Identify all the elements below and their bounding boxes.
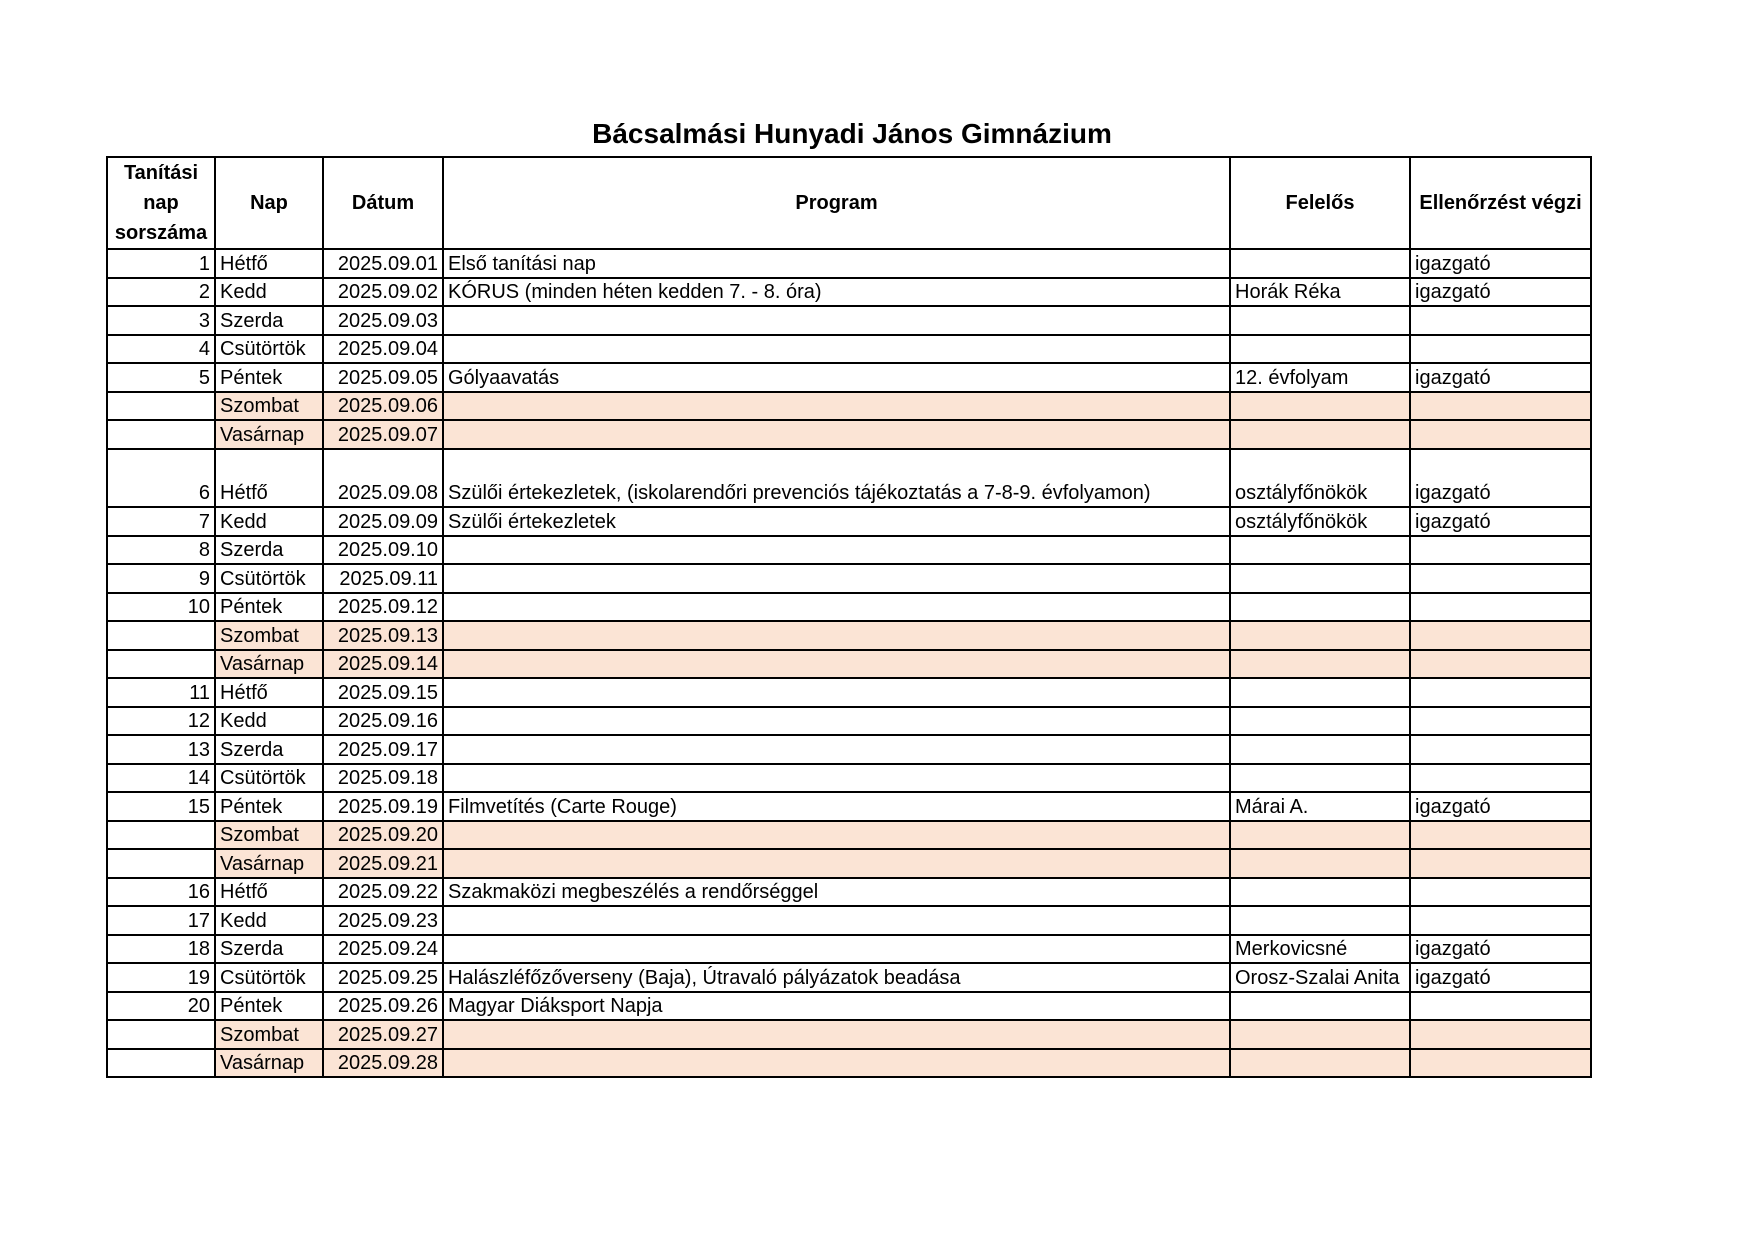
cell-num: 13	[107, 735, 215, 764]
cell-num: 9	[107, 564, 215, 593]
cell-responsible	[1230, 536, 1410, 565]
cell-program: Szakmaközi megbeszélés a rendőrséggel	[443, 878, 1230, 907]
cell-responsible	[1230, 420, 1410, 449]
cell-responsible	[1230, 621, 1410, 650]
cell-num: 2	[107, 278, 215, 307]
cell-day: Péntek	[215, 992, 323, 1021]
cell-checker	[1410, 849, 1591, 878]
table-row	[107, 764, 1591, 793]
table-row	[107, 821, 1591, 850]
cell-date: 2025.09.06	[323, 392, 443, 421]
cell-day: Kedd	[215, 278, 323, 307]
cell-date: 2025.09.26	[323, 992, 443, 1021]
cell-checker	[1410, 906, 1591, 935]
cell-day: Hétfő	[215, 449, 323, 508]
table-row	[107, 992, 1591, 1021]
cell-num	[107, 1020, 215, 1049]
cell-date: 2025.09.25	[323, 963, 443, 992]
cell-num: 8	[107, 536, 215, 565]
cell-checker	[1410, 1020, 1591, 1049]
cell-responsible: Merkovicsné	[1230, 935, 1410, 964]
cell-checker	[1410, 764, 1591, 793]
cell-day: Péntek	[215, 593, 323, 622]
cell-date: 2025.09.02	[323, 278, 443, 307]
table-row	[107, 449, 1591, 508]
table-row	[107, 593, 1591, 622]
cell-day: Hétfő	[215, 878, 323, 907]
cell-date: 2025.09.16	[323, 707, 443, 736]
cell-checker: igazgató	[1410, 249, 1591, 278]
cell-program: Első tanítási nap	[443, 249, 1230, 278]
cell-num	[107, 849, 215, 878]
cell-date: 2025.09.10	[323, 536, 443, 565]
table-row	[107, 564, 1591, 593]
cell-num: 10	[107, 593, 215, 622]
cell-responsible	[1230, 1020, 1410, 1049]
cell-program	[443, 935, 1230, 964]
cell-responsible	[1230, 707, 1410, 736]
cell-num: 4	[107, 335, 215, 364]
cell-checker	[1410, 621, 1591, 650]
cell-program	[443, 564, 1230, 593]
table-row	[107, 621, 1591, 650]
cell-program	[443, 392, 1230, 421]
cell-num: 6	[107, 449, 215, 508]
cell-date: 2025.09.01	[323, 249, 443, 278]
cell-responsible: osztályfőnökök	[1230, 449, 1410, 508]
cell-date: 2025.09.19	[323, 792, 443, 821]
cell-num: 1	[107, 249, 215, 278]
table-row	[107, 335, 1591, 364]
cell-date: 2025.09.15	[323, 678, 443, 707]
col-header-day: Nap	[215, 157, 323, 249]
schedule-table	[106, 156, 1592, 1078]
cell-day: Kedd	[215, 906, 323, 935]
cell-num: 19	[107, 963, 215, 992]
cell-date: 2025.09.23	[323, 906, 443, 935]
col-header-date: Dátum	[323, 157, 443, 249]
cell-responsible	[1230, 306, 1410, 335]
cell-num: 16	[107, 878, 215, 907]
page-title: Bácsalmási Hunyadi János Gimnázium	[592, 118, 1112, 149]
cell-program	[443, 335, 1230, 364]
cell-day: Vasárnap	[215, 650, 323, 679]
cell-program: Szülői értekezletek, (iskolarendőri prevenciós tájékoztatás a 7-8-9. évfolyamon)	[443, 449, 1230, 508]
cell-day: Kedd	[215, 507, 323, 536]
cell-responsible	[1230, 992, 1410, 1021]
cell-day: Szombat	[215, 1020, 323, 1049]
cell-program	[443, 735, 1230, 764]
cell-num: 3	[107, 306, 215, 335]
cell-program: Magyar Diáksport Napja	[443, 992, 1230, 1021]
cell-num: 15	[107, 792, 215, 821]
cell-num: 14	[107, 764, 215, 793]
cell-day: Péntek	[215, 792, 323, 821]
cell-day: Péntek	[215, 363, 323, 392]
cell-checker	[1410, 821, 1591, 850]
header-row	[107, 157, 1591, 249]
cell-program: KÓRUS (minden héten kedden 7. - 8. óra)	[443, 278, 1230, 307]
cell-program	[443, 678, 1230, 707]
cell-program	[443, 707, 1230, 736]
cell-checker: igazgató	[1410, 963, 1591, 992]
cell-responsible	[1230, 735, 1410, 764]
cell-program	[443, 306, 1230, 335]
table-row	[107, 849, 1591, 878]
cell-day: Hétfő	[215, 678, 323, 707]
cell-program	[443, 621, 1230, 650]
cell-responsible: Orosz-Szalai Anita	[1230, 963, 1410, 992]
cell-day: Szombat	[215, 821, 323, 850]
cell-program	[443, 593, 1230, 622]
cell-responsible	[1230, 564, 1410, 593]
cell-checker	[1410, 306, 1591, 335]
cell-date: 2025.09.07	[323, 420, 443, 449]
table-row	[107, 392, 1591, 421]
cell-program: Halászléfőzőverseny (Baja), Útravaló pályázatok beadása	[443, 963, 1230, 992]
cell-responsible: osztályfőnökök	[1230, 507, 1410, 536]
cell-responsible	[1230, 849, 1410, 878]
table-row	[107, 1049, 1591, 1078]
cell-program	[443, 420, 1230, 449]
cell-date: 2025.09.04	[323, 335, 443, 364]
cell-day: Hétfő	[215, 249, 323, 278]
cell-program	[443, 764, 1230, 793]
cell-responsible	[1230, 1049, 1410, 1078]
cell-date: 2025.09.11	[323, 564, 443, 593]
cell-num	[107, 821, 215, 850]
cell-program	[443, 650, 1230, 679]
cell-checker	[1410, 650, 1591, 679]
cell-checker	[1410, 878, 1591, 907]
cell-date: 2025.09.21	[323, 849, 443, 878]
table-row	[107, 735, 1591, 764]
table-row	[107, 536, 1591, 565]
cell-responsible: Horák Réka	[1230, 278, 1410, 307]
cell-num	[107, 650, 215, 679]
cell-day: Szerda	[215, 306, 323, 335]
table-row	[107, 507, 1591, 536]
table-row	[107, 878, 1591, 907]
cell-day: Csütörtök	[215, 564, 323, 593]
cell-date: 2025.09.08	[323, 449, 443, 508]
cell-num	[107, 1049, 215, 1078]
table-body	[107, 249, 1591, 1077]
table-row	[107, 278, 1591, 307]
cell-checker: igazgató	[1410, 278, 1591, 307]
cell-date: 2025.09.18	[323, 764, 443, 793]
cell-date: 2025.09.17	[323, 735, 443, 764]
cell-checker: igazgató	[1410, 449, 1591, 508]
cell-num: 18	[107, 935, 215, 964]
cell-date: 2025.09.27	[323, 1020, 443, 1049]
cell-day: Kedd	[215, 707, 323, 736]
cell-checker: igazgató	[1410, 507, 1591, 536]
cell-checker	[1410, 564, 1591, 593]
table-row	[107, 935, 1591, 964]
cell-num	[107, 392, 215, 421]
cell-day: Szerda	[215, 935, 323, 964]
cell-responsible	[1230, 392, 1410, 421]
cell-date: 2025.09.12	[323, 593, 443, 622]
cell-program	[443, 906, 1230, 935]
cell-date: 2025.09.14	[323, 650, 443, 679]
cell-date: 2025.09.28	[323, 1049, 443, 1078]
table-row	[107, 420, 1591, 449]
cell-day: Szombat	[215, 392, 323, 421]
table-row	[107, 678, 1591, 707]
cell-num: 7	[107, 507, 215, 536]
col-header-checker: Ellenőrzést végzi	[1410, 157, 1591, 249]
cell-day: Szerda	[215, 536, 323, 565]
cell-responsible	[1230, 906, 1410, 935]
table-row	[107, 650, 1591, 679]
cell-day: Vasárnap	[215, 1049, 323, 1078]
cell-num: 5	[107, 363, 215, 392]
cell-day: Csütörtök	[215, 963, 323, 992]
table-row	[107, 249, 1591, 278]
cell-program: Filmvetítés (Carte Rouge)	[443, 792, 1230, 821]
cell-date: 2025.09.09	[323, 507, 443, 536]
cell-checker	[1410, 335, 1591, 364]
cell-responsible	[1230, 335, 1410, 364]
cell-checker	[1410, 678, 1591, 707]
cell-program	[443, 849, 1230, 878]
cell-checker	[1410, 392, 1591, 421]
cell-checker	[1410, 735, 1591, 764]
cell-day: Szerda	[215, 735, 323, 764]
table-row	[107, 963, 1591, 992]
cell-responsible	[1230, 878, 1410, 907]
cell-num	[107, 420, 215, 449]
cell-date: 2025.09.03	[323, 306, 443, 335]
cell-program	[443, 821, 1230, 850]
cell-checker: igazgató	[1410, 792, 1591, 821]
cell-responsible: Márai A.	[1230, 792, 1410, 821]
cell-num: 12	[107, 707, 215, 736]
cell-responsible	[1230, 678, 1410, 707]
cell-responsible: 12. évfolyam	[1230, 363, 1410, 392]
cell-checker	[1410, 707, 1591, 736]
cell-day: Szombat	[215, 621, 323, 650]
cell-checker	[1410, 420, 1591, 449]
cell-checker: igazgató	[1410, 363, 1591, 392]
table-row	[107, 1020, 1591, 1049]
cell-responsible	[1230, 821, 1410, 850]
cell-date: 2025.09.05	[323, 363, 443, 392]
cell-day: Vasárnap	[215, 420, 323, 449]
cell-responsible	[1230, 764, 1410, 793]
cell-day: Vasárnap	[215, 849, 323, 878]
cell-responsible	[1230, 593, 1410, 622]
cell-checker	[1410, 536, 1591, 565]
table-row	[107, 906, 1591, 935]
table-row	[107, 792, 1591, 821]
cell-date: 2025.09.24	[323, 935, 443, 964]
cell-day: Csütörtök	[215, 764, 323, 793]
cell-num: 17	[107, 906, 215, 935]
col-header-responsible: Felelős	[1230, 157, 1410, 249]
cell-checker	[1410, 1049, 1591, 1078]
cell-responsible	[1230, 249, 1410, 278]
cell-date: 2025.09.13	[323, 621, 443, 650]
table-row	[107, 707, 1591, 736]
cell-program: Szülői értekezletek	[443, 507, 1230, 536]
col-header-program: Program	[443, 157, 1230, 249]
cell-checker	[1410, 992, 1591, 1021]
cell-responsible	[1230, 650, 1410, 679]
table-row	[107, 306, 1591, 335]
table-row	[107, 363, 1591, 392]
cell-num	[107, 621, 215, 650]
cell-date: 2025.09.22	[323, 878, 443, 907]
col-header-num: Tanítási nap sorszáma	[107, 157, 215, 249]
cell-program	[443, 1049, 1230, 1078]
cell-checker: igazgató	[1410, 935, 1591, 964]
cell-num: 11	[107, 678, 215, 707]
cell-num: 20	[107, 992, 215, 1021]
cell-program	[443, 1020, 1230, 1049]
cell-program: Gólyaavatás	[443, 363, 1230, 392]
cell-day: Csütörtök	[215, 335, 323, 364]
cell-program	[443, 536, 1230, 565]
cell-checker	[1410, 593, 1591, 622]
cell-date: 2025.09.20	[323, 821, 443, 850]
